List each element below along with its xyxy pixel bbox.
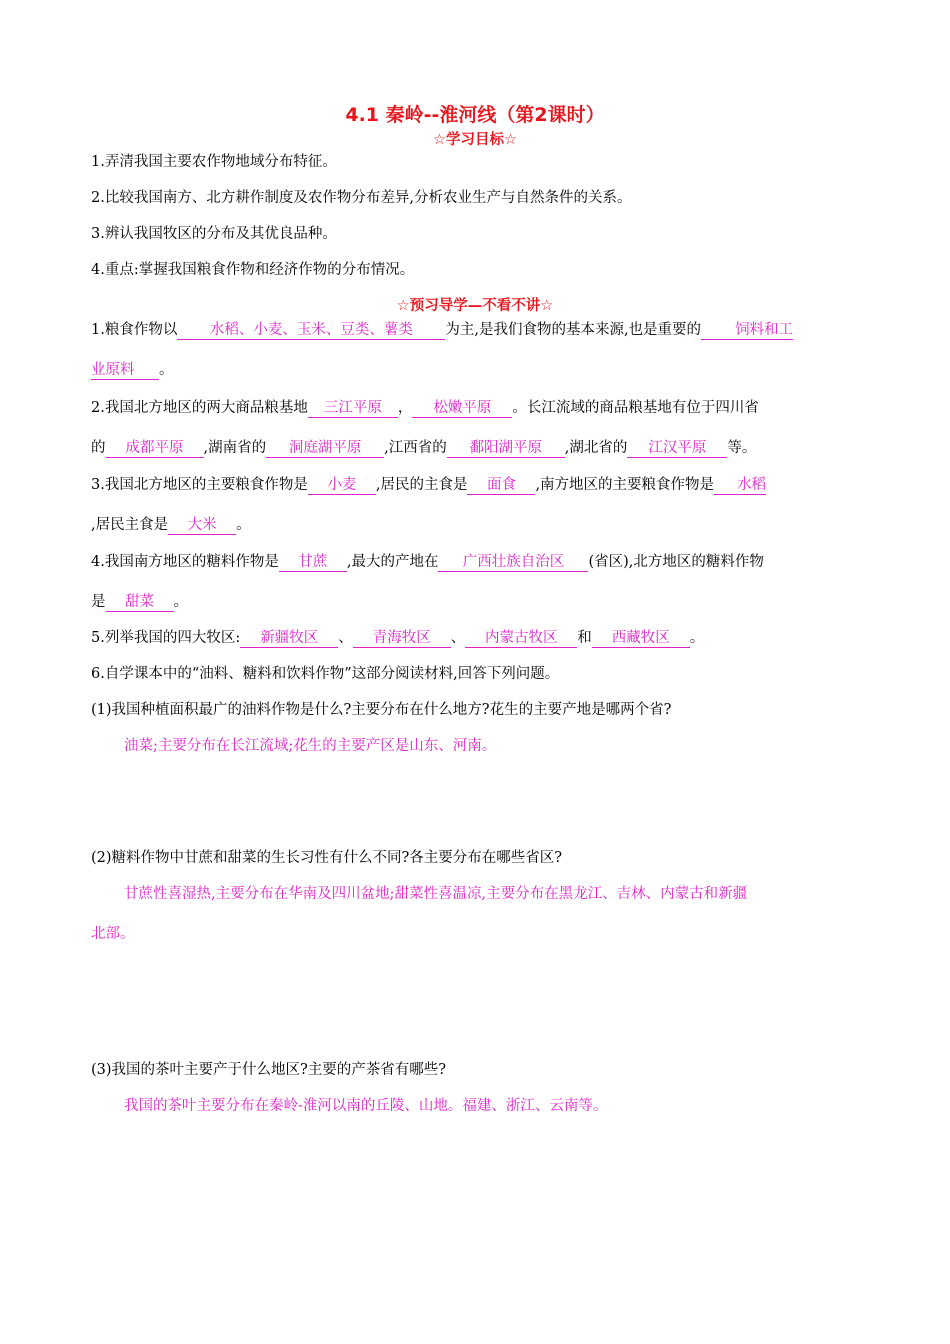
answer-blank: 广西壮族自治区 (438, 553, 588, 572)
goal-3: 3.辨认我国牧区的分布及其优良品种。 (91, 226, 337, 242)
question-2-line-2: 的 成都平原 ,湖南省的 洞庭湖平原 ,江西省的 鄱阳湖平原 ,湖北省的 江汉平原 等。 (91, 440, 757, 456)
question-2-line-1: 2.我国北方地区的两大商品粮基地 三江平原 ， 松嫩平原 。长江流域的商品粮基地有位于四川省 (91, 400, 759, 416)
question-4-line-1: 4.我国南方地区的糖料作物是 甘蔗 ,最大的产地在 广西壮族自治区 (省区),北方地区的糖料作物 (91, 554, 764, 570)
sub-answer-2-line-2: 北部。 (91, 926, 135, 942)
question-3-line-1: 3.我国北方地区的主要粮食作物是 小麦 ,居民的主食是 面食 ,南方地区的主要粮食作物是 水稻 (91, 477, 767, 493)
sub-question-1: (1)我国种植面积最广的油料作物是什么?主要分布在什么地方?花生的主要产地是哪两个省? (91, 702, 672, 718)
answer-blank: 甘蔗 (279, 553, 347, 572)
sub-question-3: (3)我国的茶叶主要产于什么地区?主要的产茶省有哪些? (91, 1062, 447, 1078)
answer-blank: 内蒙古牧区 (465, 629, 577, 648)
question-4-line-2: 是 甜菜 。 (91, 594, 188, 610)
answer-blank: 水稻、小麦、玉米、豆类、薯类 (177, 321, 445, 340)
answer-blank: 洞庭湖平原 (266, 439, 384, 458)
answer-blank: 饲料和工 (701, 321, 793, 340)
preview-heading: ☆预习导学—不看不讲☆ (396, 298, 554, 314)
goal-1: 1.弄清我国主要农作物地域分布特征。 (91, 154, 337, 170)
sub-answer-1: 油菜;主要分布在长江流域;花生的主要产区是山东、河南。 (124, 738, 497, 754)
answer-blank: 青海牧区 (353, 629, 451, 648)
goals-heading: ☆学习目标☆ (433, 132, 517, 148)
goal-2: 2.比较我国南方、北方耕作制度及农作物分布差异,分析农业生产与自然条件的关系。 (91, 190, 632, 206)
question-3-line-2: ,居民主食是 大米 。 (91, 517, 251, 533)
answer-blank: 水稻 (714, 476, 766, 495)
answer-blank: 业原料 (91, 361, 159, 380)
answer-blank: 成都平原 (106, 439, 204, 458)
question-6: 6.自学课本中的“油料、糖料和饮料作物”这部分阅读材料,回答下列问题。 (91, 666, 560, 682)
answer-blank: 三江平原 (308, 399, 398, 418)
answer-blank: 面食 (467, 476, 535, 495)
answer-blank: 松嫩平原 (412, 399, 512, 418)
answer-blank: 新疆牧区 (240, 629, 338, 648)
answer-blank: 小麦 (308, 476, 376, 495)
answer-blank: 甜菜 (106, 593, 174, 612)
answer-blank: 大米 (168, 516, 236, 535)
goal-4: 4.重点:掌握我国粮食作物和经济作物的分布情况。 (91, 262, 415, 278)
page-title: 4.1 秦岭--淮河线（第2课时） (345, 104, 605, 126)
answer-blank: 鄱阳湖平原 (447, 439, 565, 458)
sub-answer-2-line-1: 甘蔗性喜湿热,主要分布在华南及四川盆地;甜菜性喜温凉,主要分布在黑龙江、吉林、内蒙古和新疆 (124, 886, 748, 902)
answer-blank: 江汉平原 (627, 439, 727, 458)
question-1-line-2: 业原料 。 (91, 362, 174, 378)
question-1-line-1: 1.粮食作物以 水稻、小麦、玉米、豆类、薯类 为主,是我们食物的基本来源,也是重要的 饲料和工 (91, 322, 794, 338)
sub-answer-3: 我国的茶叶主要分布在秦岭-淮河以南的丘陵、山地。福建、浙江、云南等。 (124, 1098, 608, 1114)
sub-question-2: (2)糖料作物中甘蔗和甜菜的生长习性有什么不同?各主要分布在哪些省区? (91, 850, 563, 866)
answer-blank: 西藏牧区 (592, 629, 690, 648)
question-5: 5.列举我国的四大牧区: 新疆牧区 、 青海牧区 、 内蒙古牧区 和 西藏牧区 。 (91, 630, 705, 646)
